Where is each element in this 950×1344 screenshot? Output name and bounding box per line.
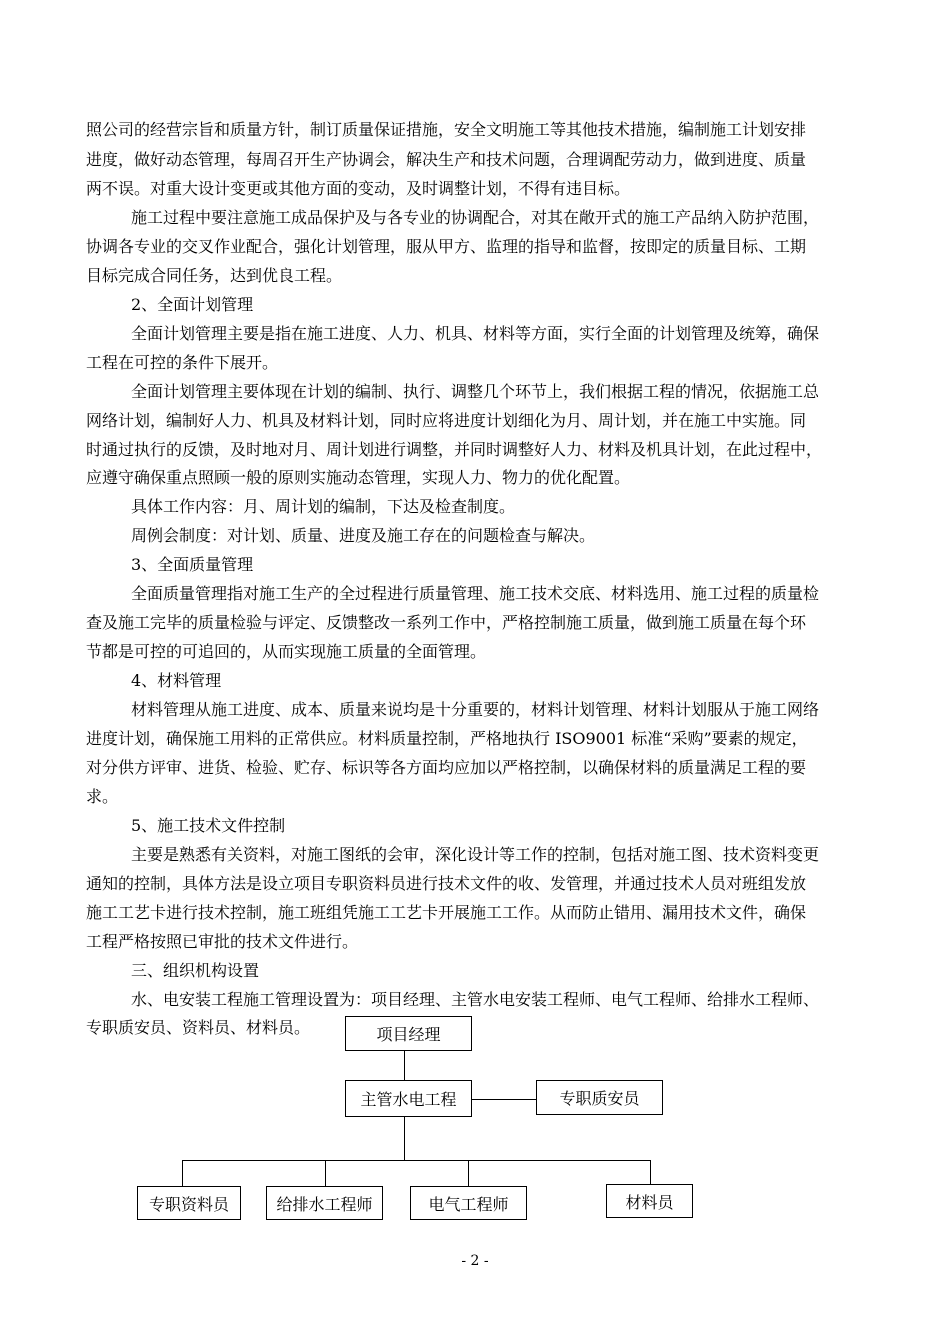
org-box-label: 专职资料员 <box>148 1194 229 1214</box>
section-heading: 3、全面质量管理 <box>131 555 254 574</box>
org-box-label: 电气工程师 <box>428 1194 509 1214</box>
text-line: 工程在可控的条件下展开。 <box>86 353 279 372</box>
org-box-document-clerk <box>137 1186 241 1220</box>
connector-branch-1 <box>182 1160 183 1187</box>
text-line: 节都是可控的可追回的，从而实现施工质量的全面管理。 <box>86 642 487 661</box>
org-box-label: 项目经理 <box>376 1025 441 1044</box>
connector-middle-down <box>404 1116 405 1160</box>
org-box-safety-officer <box>536 1080 663 1115</box>
connector-branch-4 <box>650 1160 651 1185</box>
text-line: 工程严格按照已审批的技术文件进行。 <box>86 932 359 951</box>
text-line: 施工过程中要注意施工成品保护及与各专业的协调配合，对其在敞开式的施工产品纳入防护范围， <box>131 208 820 227</box>
org-box-label: 专职质安员 <box>559 1089 640 1108</box>
text-line: 水、电安装工程施工管理设置为：项目经理、主管水电安装工程师、电气工程师、给排水工程师、 <box>131 990 820 1009</box>
text-line: 全面质量管理指对施工生产的全过程进行质量管理、施工技术交底、材料选用、施工过程的质量检 <box>131 584 820 603</box>
org-box-plumbing-engineer <box>266 1186 383 1220</box>
text-line: 主要是熟悉有关资料，对施工图纸的会审，深化设计等工作的控制，包括对施工图、技术资料变更 <box>131 845 820 864</box>
text-line: 进度计划，确保施工用料的正常供应。材料质量控制，严格地执行 ISO9001 标准“采购”要素的规定， <box>86 729 808 748</box>
connector-branch-bar <box>182 1160 650 1161</box>
org-box-label: 材料员 <box>625 1192 674 1212</box>
connector-middle-side <box>472 1099 537 1100</box>
text-line: 全面计划管理主要是指在施工进度、人力、机具、材料等方面，实行全面的计划管理及统筹，确保 <box>131 324 820 343</box>
text-line: 专职质安员、资料员、材料员。 <box>86 1018 311 1037</box>
org-box-chief-engineer <box>345 1080 472 1117</box>
section-heading: 4、材料管理 <box>131 671 222 690</box>
page-number: - 2 - <box>461 1253 489 1269</box>
text-line: 通知的控制，具体方法是设立项目专职资料员进行技术文件的收、发管理，并通过技术人员对班组发放 <box>86 874 807 893</box>
section-heading: 2、全面计划管理 <box>131 295 254 314</box>
text-line: 两不误。对重大设计变更或其他方面的变动，及时调整计划，不得有违目标。 <box>86 179 631 198</box>
org-box-label: 主管水电工程 <box>360 1090 457 1109</box>
connector-branch-3 <box>468 1160 469 1187</box>
org-box-electrical-engineer <box>410 1186 527 1220</box>
text-line: 查及施工完毕的质量检验与评定、反馈整改一系列工作中，严格控制施工质量，做到施工质量在每个环 <box>86 613 807 632</box>
org-box-label: 给排水工程师 <box>276 1194 373 1214</box>
org-box-materials-clerk <box>606 1184 693 1218</box>
org-box-project-manager <box>345 1016 472 1051</box>
text-line: 全面计划管理主要体现在计划的编制、执行、调整几个环节上，我们根据工程的情况，依据施工总 <box>131 382 820 401</box>
text-line: 协调各专业的交叉作业配合，强化计划管理，服从甲方、监理的指导和监督，按即定的质量目标、工期 <box>86 237 807 256</box>
section-heading: 5、施工技术文件控制 <box>131 816 286 835</box>
text-line: 求。 <box>86 787 119 806</box>
text-line: 施工工艺卡进行技术控制，施工班组凭施工工艺卡开展施工工作。从而防止错用、漏用技术文件，确保 <box>86 903 807 922</box>
text-line: 对分供方评审、进货、检验、贮存、标识等各方面均应加以严格控制，以确保材料的质量满足工程的要 <box>86 758 807 777</box>
text-line: 目标完成合同任务，达到优良工程。 <box>86 266 343 285</box>
connector-top-middle <box>404 1050 405 1080</box>
connector-branch-2 <box>325 1160 326 1187</box>
text-line: 进度，做好动态管理，每周召开生产协调会，解决生产和技术问题，合理调配劳动力，做到进度、质量 <box>86 150 807 169</box>
text-line: 具体工作内容：月、周计划的编制，下达及检查制度。 <box>131 497 516 516</box>
text-line: 应遵守确保重点照顾一般的原则实施动态管理，实现人力、物力的优化配置。 <box>86 468 631 487</box>
text-line: 时通过执行的反馈，及时地对月、周计划进行调整，并同时调整好人力、材料及机具计划，在此过程中， <box>86 440 823 459</box>
text-line: 材料管理从施工进度、成本、质量来说均是十分重要的，材料计划管理、材料计划服从于施工网络 <box>131 700 820 719</box>
text-line: 网络计划，编制好人力、机具及材料计划，同时应将进度计划细化为月、周计划，并在施工中实施。同 <box>86 411 807 430</box>
text-line: 照公司的经营宗旨和质量方针，制订质量保证措施，安全文明施工等其他技术措施，编制施工计划安排 <box>86 120 807 139</box>
text-line: 周例会制度：对计划、质量、进度及施工存在的问题检查与解决。 <box>131 526 596 545</box>
section-heading: 三、组织机构设置 <box>131 961 260 980</box>
